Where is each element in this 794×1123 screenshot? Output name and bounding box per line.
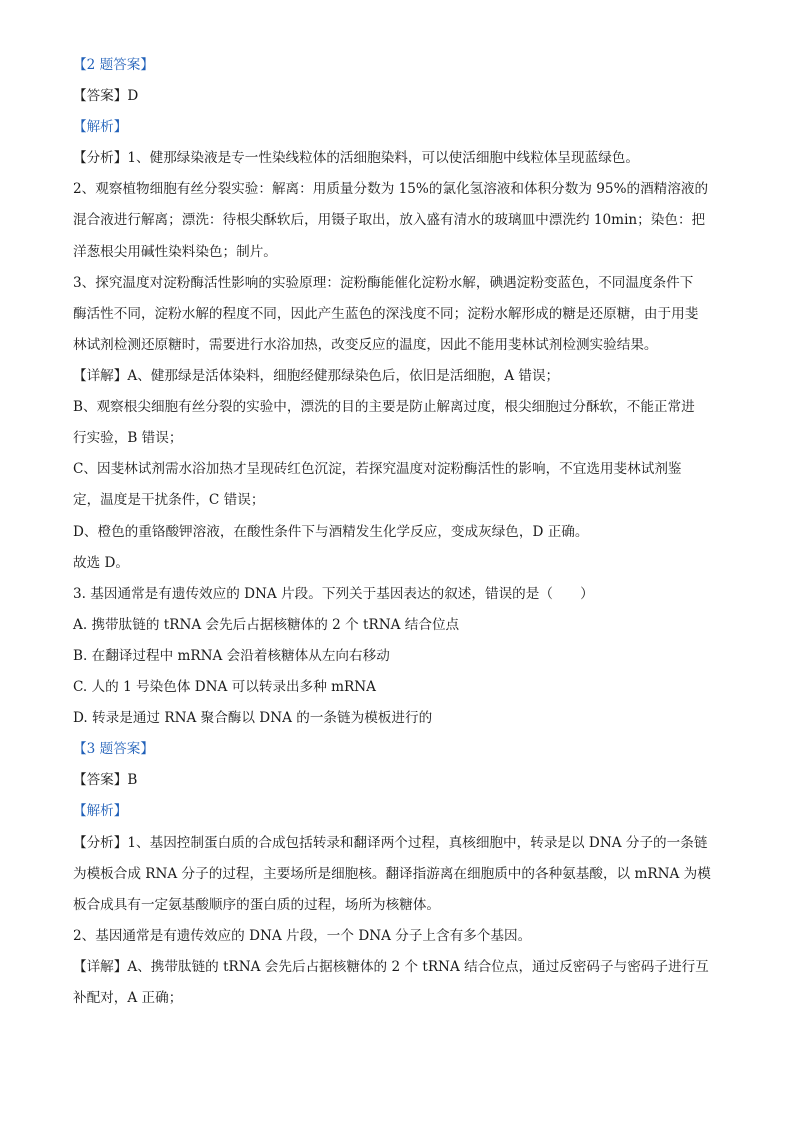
- text-line: 3、探究温度对淀粉酶活性影响的实验原理：淀粉酶能催化淀粉水解，碘遇淀粉变蓝色，不同温度条件下: [73, 275, 694, 291]
- text-line: 为模板合成 RNA 分子的过程，主要场所是细胞核。翻译指游离在细胞质中的各种氨基酸，以 mRNA 为模: [73, 866, 711, 882]
- text-line: 2、基因通常是有遗传效应的 DNA 片段，一个 DNA 分子上含有多个基因。: [73, 928, 532, 944]
- text-line: 故选 D。: [73, 555, 130, 571]
- question-stem: 3. 基因通常是有遗传效应的 DNA 片段。下列关于基因表达的叙述，错误的是（ ）: [73, 586, 594, 602]
- text-line: B、观察根尖细胞有丝分裂的实验中，漂洗的目的主要是防止解离过度，根尖细胞过分酥软，不能正常进: [73, 399, 695, 415]
- text-line: 【分析】1、健那绿染液是专一性染线粒体的活细胞染料，可以使活细胞中线粒体呈现蓝绿色。: [73, 150, 639, 166]
- text-line: 林试剂检测还原糖时，需要进行水浴加热，改变反应的温度，因此不能用斐林试剂检测实验结果。: [73, 337, 658, 353]
- text-line: 酶活性不同，淀粉水解的程度不同，因此产生蓝色的深浅度不同；淀粉水解形成的糖是还原糖，由于用斐: [73, 306, 699, 322]
- answer-heading-q2: 【2 题答案】: [73, 57, 154, 73]
- text-line: 2、观察植物细胞有丝分裂实验：解离：用质量分数为 15%的氯化氢溶液和体积分数为 95%的酒精溶液的: [73, 181, 709, 197]
- text-line: 板合成具有一定氨基酸顺序的蛋白质的过程，场所为核糖体。: [73, 897, 441, 913]
- option-c: C. 人的 1 号染色体 DNA 可以转录出多种 mRNA: [73, 679, 376, 695]
- answer-line: 【答案】B: [73, 772, 138, 788]
- text-line: 【详解】A、健那绿是活体染料，细胞经健那绿染色后，依旧是活细胞，A 错误；: [73, 368, 560, 384]
- text-line: D、橙色的重铬酸钾溶液，在酸性条件下与酒精发生化学反应，变成灰绿色，D 正确。: [73, 524, 589, 540]
- text-line: 【分析】1、基因控制蛋白质的合成包括转录和翻译两个过程，真核细胞中，转录是以 DNA 分子的一条链: [73, 835, 708, 851]
- analysis-heading: 【解析】: [73, 119, 128, 135]
- text-line: 【详解】A、携带肽链的 tRNA 会先后占据核糖体的 2 个 tRNA 结合位点，通过反密码子与密码子进行互: [73, 959, 709, 975]
- option-b: B. 在翻译过程中 mRNA 会沿着核糖体从左向右移动: [73, 648, 390, 664]
- option-a: A. 携带肽链的 tRNA 会先后占据核糖体的 2 个 tRNA 结合位点: [73, 617, 460, 633]
- text-line: C、因斐林试剂需水浴加热才呈现砖红色沉淀，若探究温度对淀粉酶活性的影响，不宜选用斐林试剂鉴: [73, 461, 682, 477]
- text-line: 洋葱根尖用碱性染料染色；制片。: [73, 244, 277, 260]
- text-line: 定，温度是干扰条件，C 错误；: [73, 492, 265, 508]
- analysis-heading: 【解析】: [73, 803, 128, 819]
- text-line: 行实验，B 错误；: [73, 430, 183, 446]
- option-d: D. 转录是通过 RNA 聚合酶以 DNA 的一条链为模板进行的: [73, 710, 433, 726]
- answer-line: 【答案】D: [73, 88, 139, 104]
- text-line: 混合液进行解离；漂洗：待根尖酥软后，用镊子取出，放入盛有清水的玻璃皿中漂洗约 10min；染色：把: [73, 212, 706, 228]
- text-line: 补配对，A 正确；: [73, 990, 183, 1006]
- answer-heading-q3: 【3 题答案】: [73, 741, 154, 757]
